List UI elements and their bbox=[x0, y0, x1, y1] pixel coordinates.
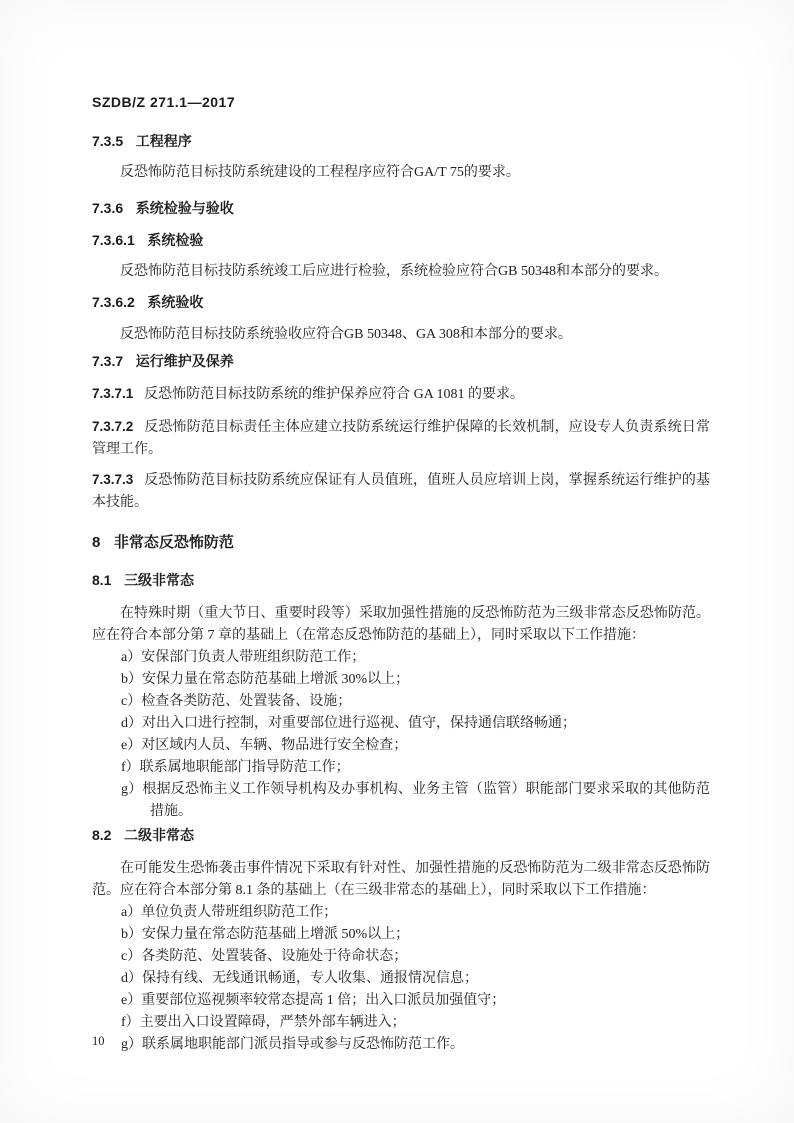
heading-title: 二级非常态 bbox=[124, 827, 195, 843]
clause-number: 7.3.7.3 bbox=[92, 472, 134, 487]
clause-7-3-7-1 bbox=[92, 383, 710, 406]
list-item: b）安保力量在常态防范基础上增派 50%以上； bbox=[121, 927, 410, 942]
list-item: g）根据反恐怖主义工作领导机构及办事机构、业务主管（监管）职能部门要求采取的其他防范措施。 bbox=[121, 782, 710, 819]
doc-code: SZDB/Z 271.1—2017 bbox=[92, 94, 236, 110]
paragraph-7-3-5: 反恐怖防范目标技防系统建设的工程程序应符合GA/T 75的要求。 bbox=[120, 165, 520, 180]
heading-number: 7.3.7 bbox=[92, 353, 124, 369]
list-item: b）安保力量在常态防范基础上增派 30%以上； bbox=[121, 672, 410, 687]
heading-number: 7.3.6 bbox=[92, 200, 124, 216]
heading-7-3-6-2 bbox=[92, 293, 710, 311]
clause-number: 7.3.7.2 bbox=[92, 419, 134, 434]
clause-7-3-7-2 bbox=[92, 416, 710, 461]
heading-8 bbox=[92, 533, 710, 553]
list-8-1 bbox=[92, 647, 710, 823]
heading-title: 三级非常态 bbox=[124, 572, 195, 588]
clause-text: 反恐怖防范目标责任主体应建立技防系统运行维护保障的长效机制，应设专人负责系统日常管理工作。 bbox=[92, 420, 710, 457]
paragraph-8-2: 在可能发生恐怖袭击事件情况下采取有针对性、加强性措施的反恐怖防范为二级非常态反恐怖防范。应在符合本部分第 8.1 条的基础上（在三级非常态的基础上），同时采取以下工作措施： bbox=[92, 861, 710, 898]
list-item: f）联系属地职能部门指导防范工作； bbox=[121, 760, 350, 775]
heading-number: 7.3.6.1 bbox=[92, 232, 135, 248]
heading-number: 8.2 bbox=[92, 827, 112, 843]
list-item: e）对区域内人员、车辆、物品进行安全检查； bbox=[121, 738, 408, 753]
heading-title: 系统检验 bbox=[147, 232, 204, 248]
list-item: c）检查各类防范、处置装备、设施； bbox=[121, 694, 352, 709]
heading-title: 系统验收 bbox=[147, 294, 204, 310]
clause-number: 7.3.7.1 bbox=[92, 386, 134, 401]
paragraph-7-3-6-2: 反恐怖防范目标技防系统验收应符合GB 50348、GA 308和本部分的要求。 bbox=[120, 327, 572, 342]
heading-8-1 bbox=[92, 571, 710, 589]
list-item: g）联系属地职能部门派员指导或参与反恐怖防范工作。 bbox=[121, 1037, 464, 1052]
heading-number: 8.1 bbox=[92, 572, 112, 588]
list-item: a）安保部门负责人带班组织防范工作； bbox=[121, 650, 366, 665]
clause-text: 反恐怖防范目标技防系统应保证有人员值班，值班人员应培训上岗，掌握系统运行维护的基本技能。 bbox=[92, 473, 710, 510]
heading-7-3-6-1 bbox=[92, 231, 710, 249]
page-number: 10 bbox=[92, 1034, 105, 1048]
list-item: d）对出入口进行控制，对重要部位进行巡视、值守，保持通信联络畅通； bbox=[121, 716, 576, 731]
heading-title: 系统检验与验收 bbox=[135, 200, 234, 216]
list-item: c）各类防范、处置装备、设施处于待命状态； bbox=[121, 949, 408, 964]
list-item: e）重要部位巡视频率较常态提高 1 倍；出入口派员加强值守； bbox=[121, 993, 506, 1008]
heading-number: 7.3.6.2 bbox=[92, 294, 135, 310]
heading-7-3-6 bbox=[92, 199, 710, 217]
list-item: f）主要出入口设置障碍，严禁外部车辆进入； bbox=[121, 1015, 406, 1030]
paragraph-7-3-6-1: 反恐怖防范目标技防系统竣工后应进行检验，系统检验应符合GB 50348和本部分的要求。 bbox=[120, 264, 668, 279]
list-item: d）保持有线、无线通讯畅通，专人收集、通报情况信息； bbox=[121, 971, 478, 986]
list-8-2 bbox=[92, 902, 710, 1056]
heading-7-3-7 bbox=[92, 352, 710, 370]
heading-7-3-5 bbox=[92, 132, 710, 150]
heading-8-2 bbox=[92, 826, 710, 844]
heading-title: 工程程序 bbox=[135, 133, 192, 149]
clause-text: 反恐怖防范目标技防系统的维护保养应符合 GA 1081 的要求。 bbox=[144, 387, 525, 402]
clause-7-3-7-3 bbox=[92, 469, 710, 514]
heading-number: 7.3.5 bbox=[92, 133, 124, 149]
heading-title: 非常态反恐怖防范 bbox=[113, 534, 234, 551]
heading-number: 8 bbox=[92, 534, 101, 551]
heading-title: 运行维护及保养 bbox=[135, 353, 234, 369]
paragraph-8-1: 在特殊时期（重大节日、重要时段等）采取加强性措施的反恐怖防范为三级非常态反恐怖防范。应在符合本部分第 7 章的基础上（在常态反恐怖防范的基础上），同时采取以下工作措施： bbox=[92, 606, 710, 643]
list-item: a）单位负责人带班组织防范工作； bbox=[121, 905, 338, 920]
